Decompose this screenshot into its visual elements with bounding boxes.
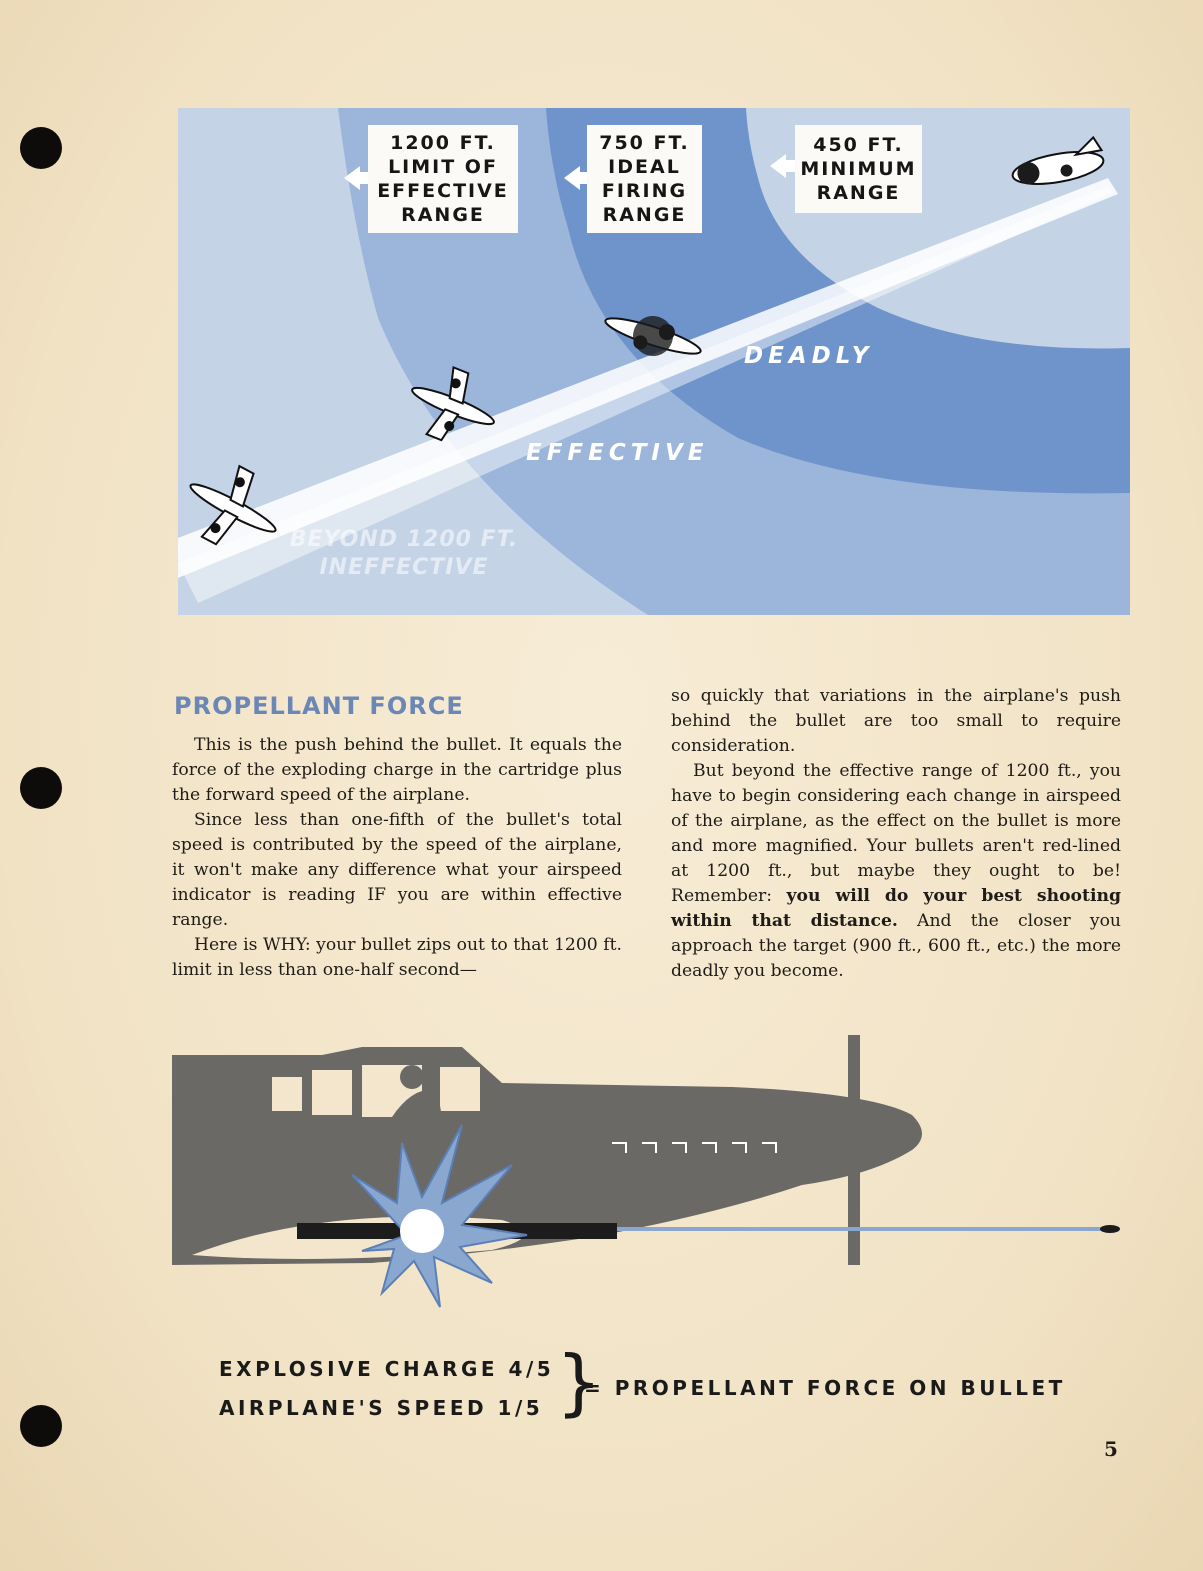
range-box-450-line2: MINIMUM: [800, 158, 917, 180]
paragraph-1: This is the push behind the bullet. It equals the force of the exploding charge in the cartridge plus the forward speed of the airplane.: [172, 735, 622, 805]
binder-hole-top: [20, 127, 62, 169]
range-box-1200-line4: RANGE: [401, 204, 485, 226]
range-box-750-line3: FIRING: [601, 180, 688, 202]
range-box-1200-line2: LIMIT OF: [388, 156, 498, 178]
range-box-1200-line3: EFFECTIVE: [377, 180, 509, 202]
range-box-750: [587, 125, 702, 233]
equation-airplane-speed: AIRPLANE'S SPEED 1/5: [219, 1396, 544, 1420]
range-box-750-line4: RANGE: [602, 204, 687, 226]
pilot-head: [400, 1065, 424, 1089]
left-column: [172, 733, 622, 983]
canopy-window-1: [272, 1077, 302, 1111]
paragraph-2: Since less than one-fifth of the bullet's total speed is contributed by the speed of the airplane, it won't make any difference what your airspeed indicator is reading IF you are within effective range.: [172, 810, 622, 930]
firing-range-illustration: [178, 108, 1130, 615]
binder-hole-bottom: [20, 1405, 62, 1447]
equation-result: = PROPELLANT FORCE ON BULLET: [584, 1376, 1066, 1400]
bullet-tracer-line: [617, 1227, 1107, 1231]
equation-explosive-charge: EXPLOSIVE CHARGE 4/5: [219, 1357, 555, 1381]
right-column: [671, 684, 1121, 984]
binder-hole-middle: [20, 767, 62, 809]
paragraph-4-part1: But beyond the effective range of 1200 ft., you have to begin considering each change in airspeed of the airplane, as the effect on the bullet is more and more magnified. Your bullets aren't red-lined at 1200 ft., but maybe they ought to be! Remember:: [671, 761, 1121, 906]
equation-brace: }: [556, 1340, 606, 1424]
range-box-450-line1: 450 FT.: [813, 134, 904, 156]
bullet: [1100, 1225, 1120, 1233]
range-box-750-line1: 750 FT.: [599, 132, 690, 154]
ineffective-zone-label: [284, 526, 524, 582]
canopy-window-4: [440, 1067, 480, 1111]
paragraph-3: Here is WHY: your bullet zips out to that 1200 ft. limit in less than one-half second—: [172, 935, 622, 980]
paragraph-3-continuation: so quickly that variations in the airplane's push behind the bullet are too small to require consideration.: [671, 686, 1121, 756]
section-heading: PROPELLANT FORCE: [174, 692, 464, 720]
range-box-1200-line1: 1200 FT.: [390, 132, 496, 154]
page-number: 5: [1104, 1437, 1118, 1461]
airplane-silhouette-graphic: [172, 1025, 1122, 1310]
paragraph-4-bold: you will do your best shooting within that distance.: [671, 886, 1121, 931]
ineffective-label-line1: BEYOND 1200 FT.: [289, 527, 519, 552]
range-box-450-line3: RANGE: [816, 182, 901, 204]
ineffective-label-line2: INEFFECTIVE: [319, 555, 489, 580]
range-box-450: [795, 125, 922, 213]
deadly-zone-label: DEADLY: [744, 343, 874, 369]
muzzle-flash-core: [400, 1209, 444, 1253]
paragraph-4: [671, 759, 1121, 984]
effective-zone-label: EFFECTIVE: [526, 440, 709, 466]
airplane-gun-illustration: [172, 1025, 1122, 1310]
canopy-window-2: [312, 1070, 352, 1115]
paragraph-4-part2: And the closer you approach the target (900 ft., 600 ft., etc.) the more deadly you become.: [671, 911, 1121, 981]
range-box-1200: [368, 125, 518, 233]
range-box-750-line2: IDEAL: [608, 156, 681, 178]
